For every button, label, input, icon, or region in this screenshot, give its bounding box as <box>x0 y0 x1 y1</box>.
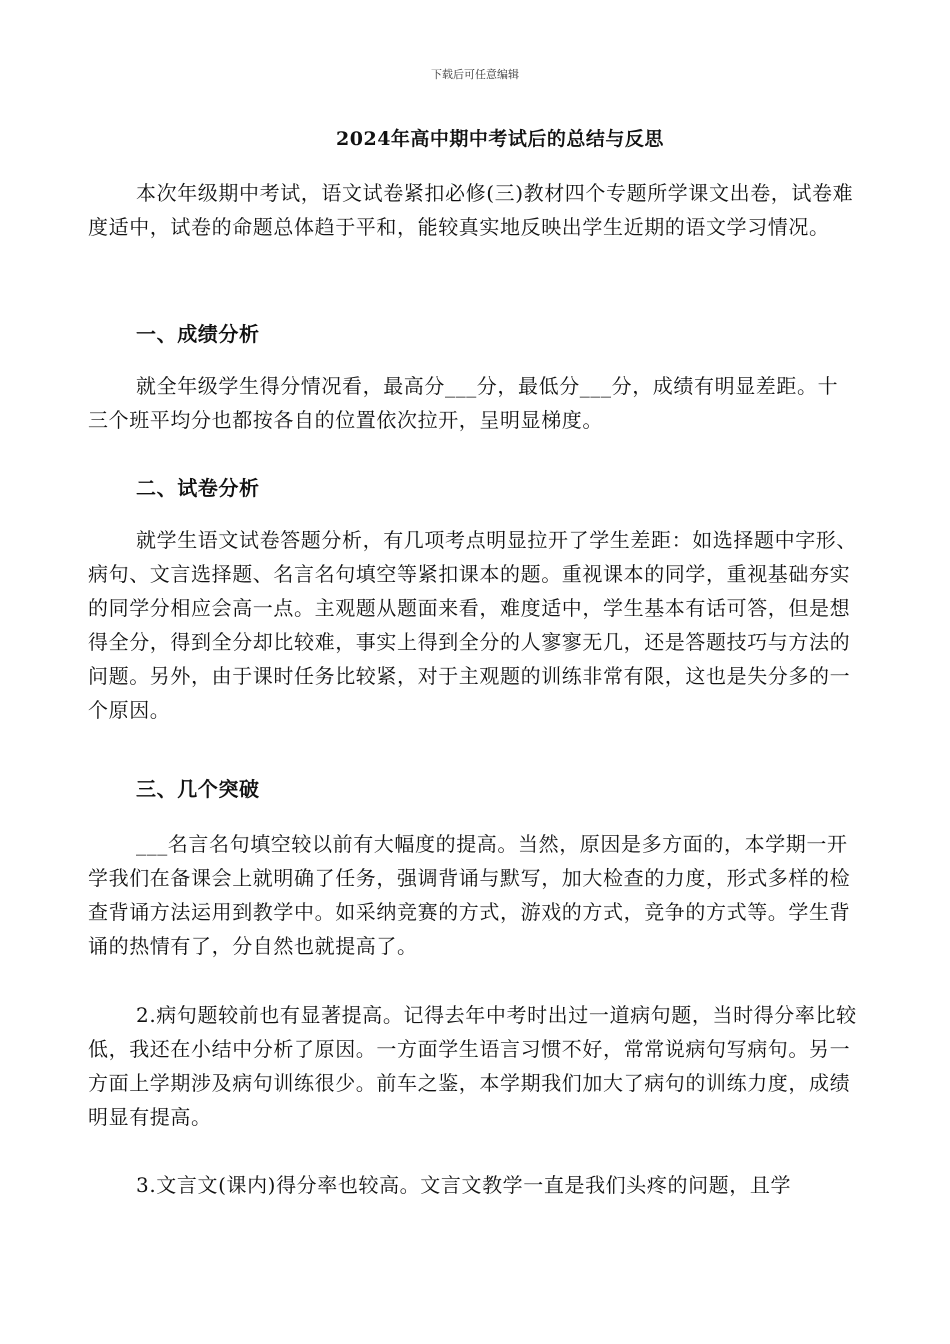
section-heading-breakthroughs: 三、几个突破 <box>136 777 260 801</box>
breakthrough-paragraph-2: 2.病句题较前也有显著提高。记得去年中考时出过一道病句题，当时得分率比较低，我还在小结中分析了原因。一方面学生语言习惯不好，常常说病句写病句。另一方面上学期涉及病句训练很少。前车之鉴，本学期我们加大了病句的训练力度，成绩明显有提高。 <box>88 1003 857 1129</box>
section-heading-paper-analysis: 二、试卷分析 <box>136 476 260 500</box>
breakthrough-paragraph-1: ___名言名句填空较以前有大幅度的提高。当然，原因是多方面的，本学期一开学我们在备课会上就明确了任务，强调背诵与默写，加大检查的力度，形式多样的检查背诵方法运用到教学中。如采纳竞赛的方式，游戏的方式，竞争的方式等。学生背诵的热情有了，分自然也就提高了。 <box>88 832 851 958</box>
paper-analysis-paragraph: 就学生语文试卷答题分析，有几项考点明显拉开了学生差距：如选择题中字形、病句、文言选择题、名言名句填空等紧扣课本的题。重视课本的同学，重视基础夯实的同学分相应会高一点。主观题从题面来看，难度适中，学生基本有话可答，但是想得全分，得到全分却比较难，事实上得到全分的人寥寥无几，还是答题技巧与方法的问题。另外，由于课时任务比较紧，对于主观题的训练非常有限，这也是失分多的一个原因。 <box>88 528 857 722</box>
score-analysis-paragraph: 就全年级学生得分情况看，最高分___分，最低分___分，成绩有明显差距。十三个班平均分也都按各自的位置依次拉开，呈明显梯度。 <box>88 374 839 432</box>
document-title: 2024年高中期中考试后的总结与反思 <box>336 128 664 150</box>
section-heading-score-analysis: 一、成绩分析 <box>136 322 260 346</box>
breakthrough-paragraph-3: 3.文言文(课内)得分率也较高。文言文教学一直是我们头疼的问题，且学 <box>136 1173 792 1197</box>
intro-paragraph: 本次年级期中考试，语文试卷紧扣必修(三)教材四个专题所学课文出卷，试卷难度适中，试卷的命题总体趋于平和，能较真实地反映出学生近期的语文学习情况。 <box>88 181 854 239</box>
header-note: 下载后可任意编辑 <box>431 68 519 81</box>
